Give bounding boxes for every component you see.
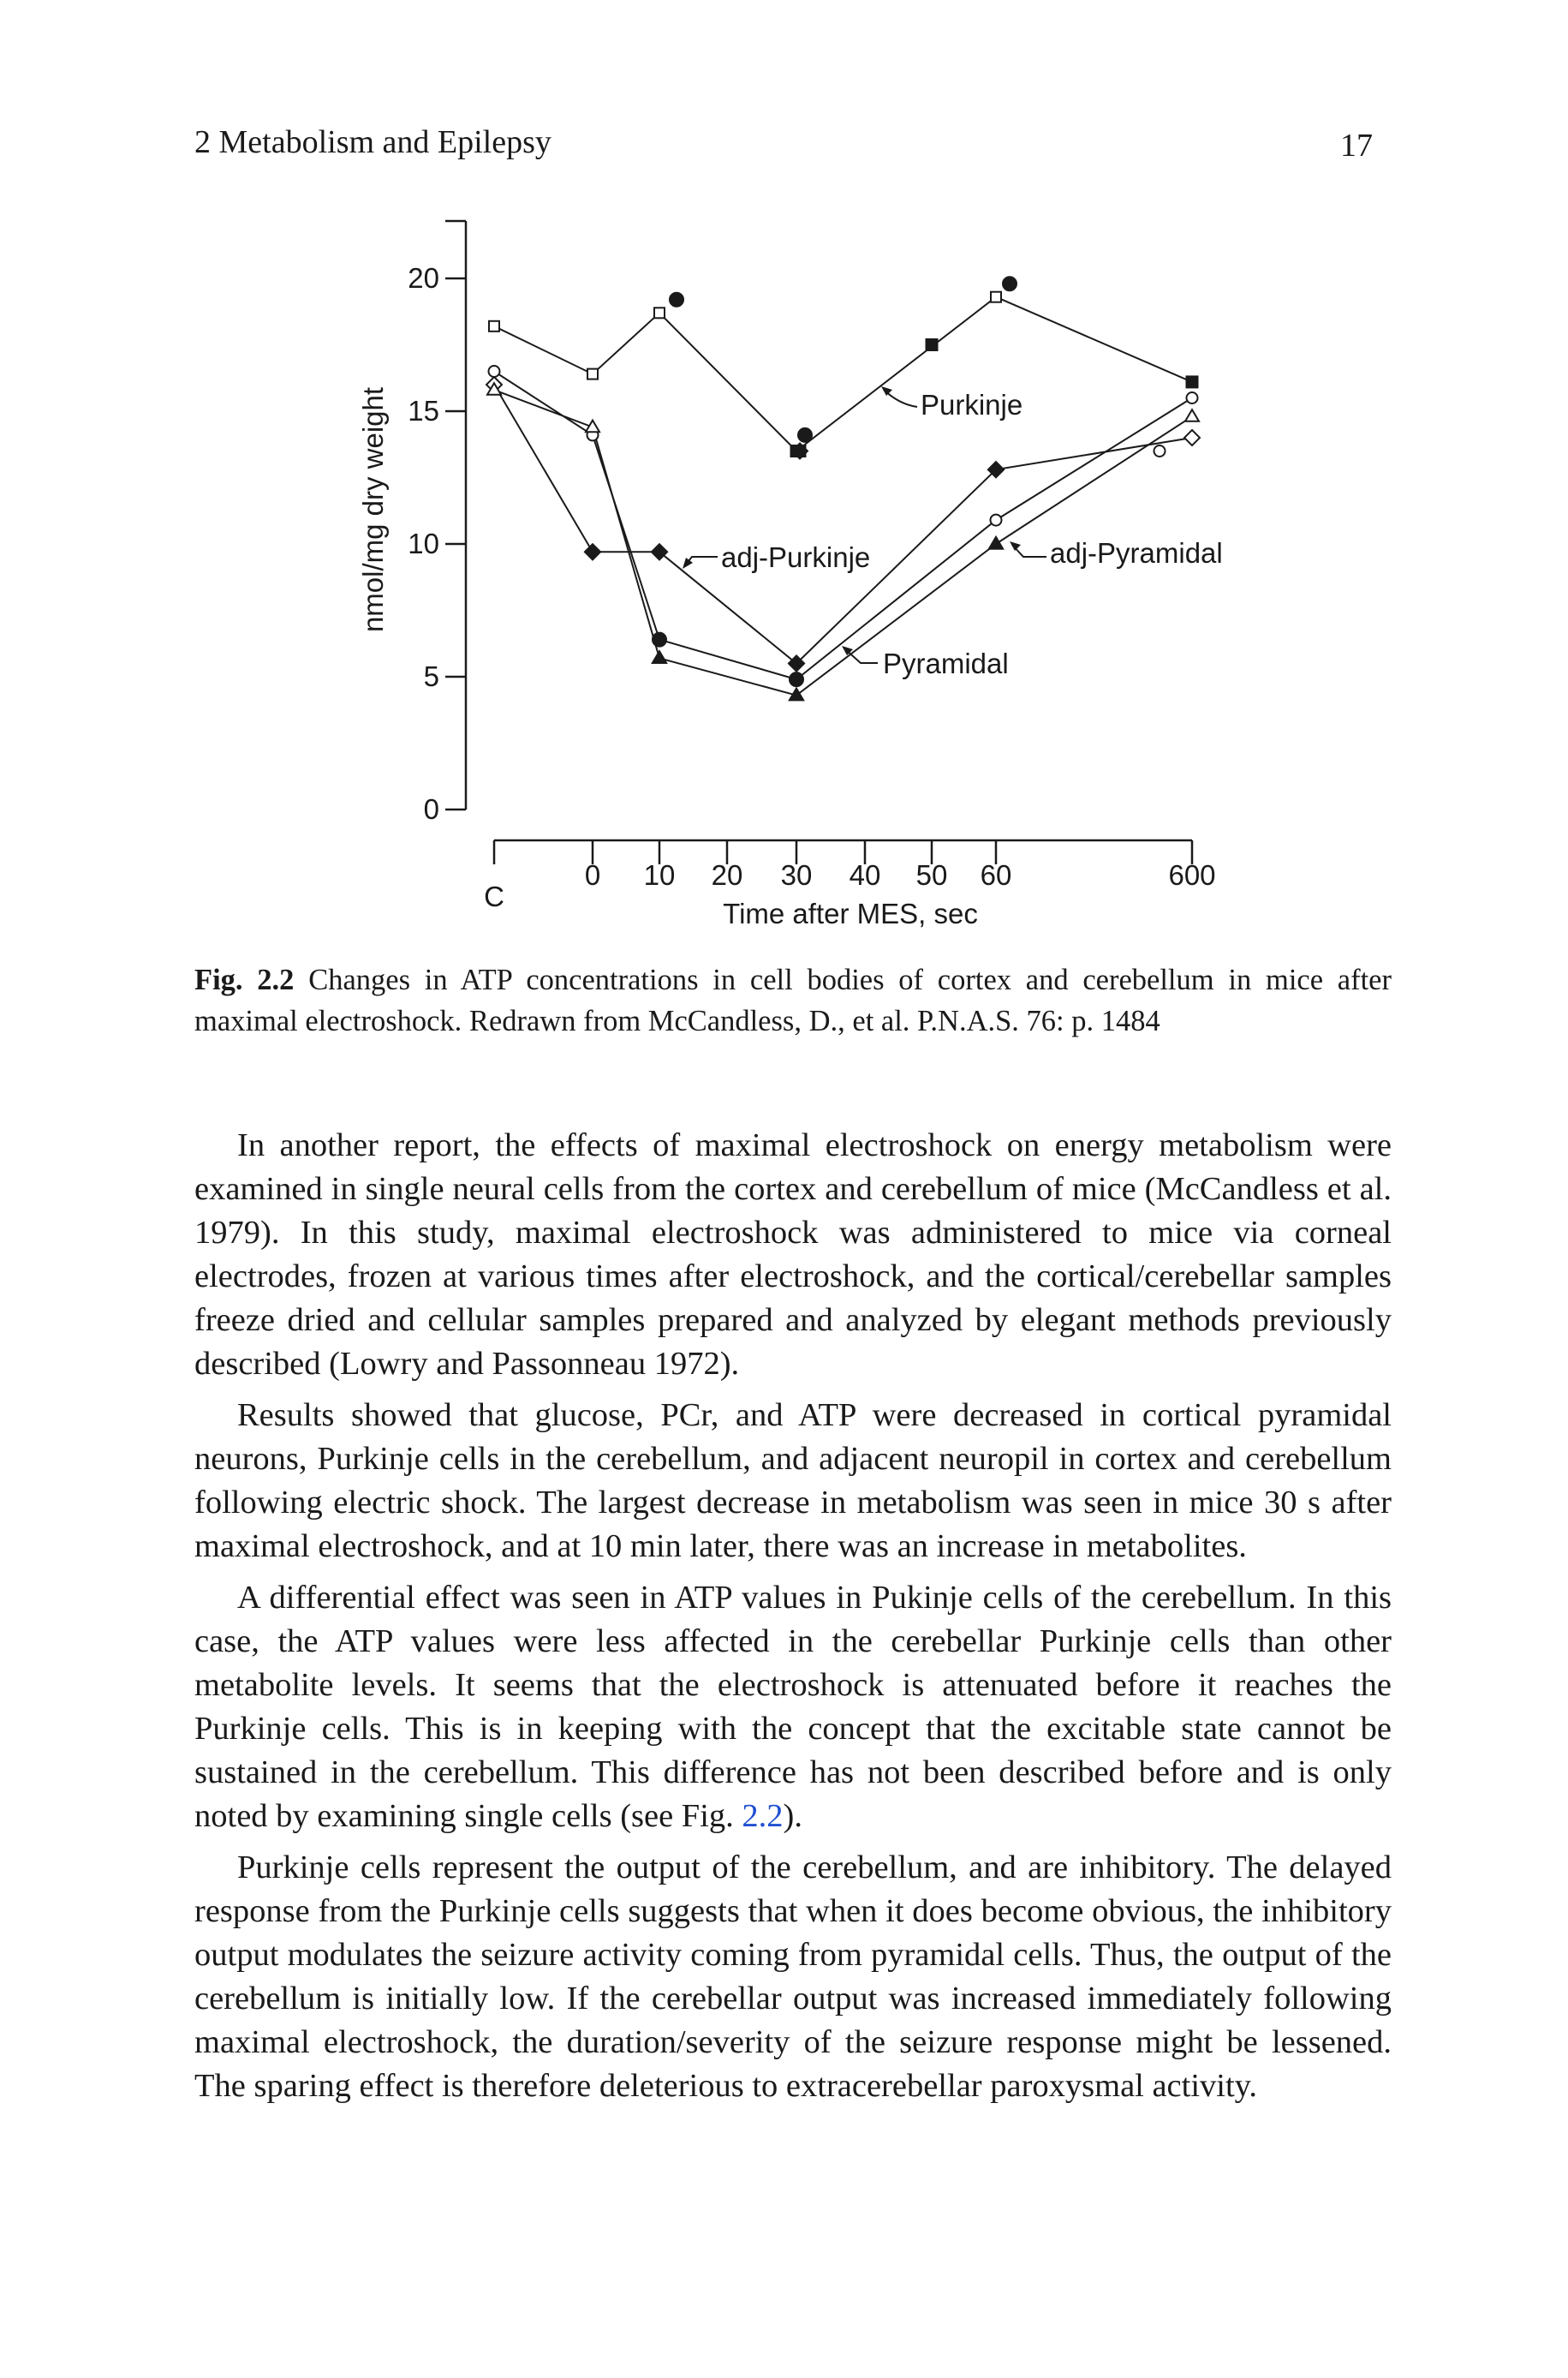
data-point: [1185, 409, 1199, 421]
x-tick-label: 600: [1168, 859, 1216, 891]
label-pyramidal: [842, 646, 1009, 679]
paragraph: Purkinje cells represent the output of the cerebellum, and are inhibitory. The delayed response from the Purkinje cells suggests that when it does become obvious, the inhibitory output modulates the seizure activity coming from pyramidal cells. Thus, the output of the cerebellum is initially low. If the cerebellar output was increased immediately following maximal electroshock, the duration/severity of the seizure response might be lessened. The sparing effect is therefore deleterious to extracerebellar paroxysmal activity.: [194, 1849, 1392, 2104]
y-tick-label: 5: [423, 660, 439, 692]
series-line-pyramidal: [494, 372, 1192, 680]
x-tick-label: 40: [849, 859, 881, 891]
y-tick-label: 15: [408, 395, 439, 427]
data-point: [927, 339, 938, 350]
x-tick-label: 0: [584, 859, 601, 891]
paragraph: A differential effect was seen in ATP values in Pukinje cells of the cerebellum. In this case, the ATP values were less affected in the cerebellar Purkinje cells than other metabolite levels. It seems that the electroshock is attenuated before it reaches the Purkinje cells. This is in keeping with the concept that the excitable state cannot be sustained in the cerebellum. This difference has not been described before and is only noted by examining single cells (see Fig. 2.2).: [194, 1580, 1392, 1834]
atp-chart: [0, 0, 1568, 951]
data-point: [489, 321, 499, 332]
data-point: [991, 292, 1001, 302]
x-tick-label: 10: [643, 859, 676, 891]
label-adj-purkinje: [683, 541, 870, 573]
svg-text:adj-Purkinje: adj-Purkinje: [721, 541, 871, 573]
y-axis-ticks: [408, 262, 466, 825]
body-text: [194, 1124, 1392, 2116]
series-line-adj-purkinje: [494, 385, 1192, 664]
data-point: [989, 537, 1003, 549]
data-point: [790, 672, 803, 686]
data-point: [654, 308, 665, 318]
label-purkinje: [881, 386, 1022, 421]
data-point: [1003, 277, 1017, 290]
y-tick-label: 20: [408, 262, 439, 294]
paragraph: Results showed that glucose, PCr, and ATP were decreased in cortical pyramidal neurons, Purkinje cells in the cerebellum, and adjacent neuropil in cortex and cerebellum following electric shock. The largest decrease in metabolism was seen in mice 30 s after maximal electroshock, and at 10 min later, there was an increase in metabolites.: [194, 1397, 1392, 1564]
data-point: [1184, 430, 1200, 445]
data-point: [653, 651, 666, 663]
data-point: [670, 293, 683, 307]
data-point: [1154, 445, 1166, 457]
caption-label: Fig. 2.2: [194, 964, 295, 996]
svg-text:Pyramidal: Pyramidal: [883, 648, 1009, 679]
x-tick-label: C: [484, 881, 504, 912]
data-point: [991, 515, 1002, 526]
data-point: [1187, 376, 1198, 387]
data-point: [587, 369, 598, 379]
data-point: [653, 633, 666, 647]
running-head: 2 Metabolism and Epilepsy: [194, 124, 551, 160]
svg-text:Purkinje: Purkinje: [921, 389, 1023, 421]
y-tick-label: 0: [423, 793, 439, 825]
x-tick-label: 60: [980, 859, 1012, 891]
page-number: 17: [1340, 128, 1373, 164]
data-point: [798, 428, 812, 442]
data-point: [585, 544, 600, 559]
data-point: [489, 366, 500, 377]
svg-text:adj-Pyramidal: adj-Pyramidal: [1050, 537, 1223, 569]
x-tick-label: 30: [780, 859, 813, 891]
data-point: [1187, 392, 1198, 403]
x-axis-label: Time after MES, sec: [723, 898, 978, 929]
data-point: [791, 445, 802, 457]
label-adj-pyramidal: [1010, 537, 1223, 569]
figure-reference-link[interactable]: 2.2: [742, 1798, 784, 1834]
x-tick-label: 20: [711, 859, 743, 891]
x-tick-label: 50: [915, 859, 948, 891]
caption-text: Changes in ATP concentrations in cell bodies of cortex and cerebellum in mice after maximal electroshock. Redrawn from McCandless, D., et al. P.N.A.S. 76: p. 1484: [194, 964, 1392, 1037]
y-axis-label: nmol/mg dry weight: [357, 386, 389, 633]
series-line-purkinje: [494, 297, 1192, 451]
y-tick-label: 10: [408, 528, 439, 559]
figure-caption: [194, 959, 1392, 1042]
paragraph: In another report, the effects of maximal electroshock on energy metabolism were examined in single neural cells from the cortex and cerebellum of mice (McCandless et al. 1979). In this study, maximal electroshock was administered to mice via corneal electrodes, frozen at various times after electroshock, and the cortical/cerebellar samples freeze dried and cellular samples prepared and analyzed by elegant methods previously described (Lowry and Passonneau 1972).: [194, 1127, 1392, 1382]
